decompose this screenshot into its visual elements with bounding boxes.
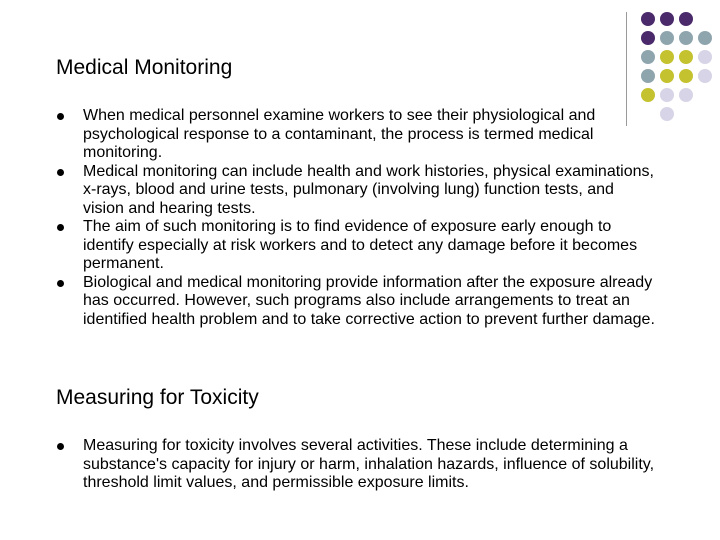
bullet-text: Measuring for toxicity involves several activities. These include determining a substance's capacity for injury or harm, inhalation hazards, influence of solubility, threshold limit values, and permissible exposure limits.	[83, 437, 655, 491]
decorative-dot-icon	[679, 69, 693, 83]
decorative-dot-icon	[679, 31, 693, 45]
decorative-dot-icon	[641, 50, 655, 64]
decorative-dot-icon	[660, 31, 674, 45]
bullet-item	[56, 437, 656, 493]
bullet-item	[56, 218, 656, 274]
decorative-dot-icon	[641, 12, 655, 26]
decorative-dot-icon	[679, 12, 693, 26]
decorative-dot-icon	[698, 31, 712, 45]
decorative-dot-icon	[698, 50, 712, 64]
measuring-toxicity-bullet-list	[56, 437, 656, 493]
bullet-dot-icon	[57, 169, 64, 176]
decorative-dot-icon	[641, 31, 655, 45]
bullet-text: The aim of such monitoring is to find evidence of exposure early enough to identify especially at risk workers and to detect any damage before it becomes permanent.	[83, 218, 638, 272]
bullet-item	[56, 107, 656, 163]
section-heading-medical-monitoring: Medical Monitoring	[56, 56, 233, 79]
bullet-item	[56, 163, 656, 219]
bullet-text: Medical monitoring can include health and work histories, physical examinations, x-rays, blood and urine tests, pulmonary (involving lung) function tests, and vision and hearing tests.	[83, 162, 654, 217]
medical-monitoring-bullet-list	[56, 107, 656, 329]
decorative-dot-icon	[660, 50, 674, 64]
decorative-dot-icon	[660, 107, 674, 121]
decorative-dot-icon	[660, 88, 674, 102]
bullet-text: Biological and medical monitoring provide information after the exposure already has occurred. However, such programs also include arrangements to treat an identified health problem and to take corrective action to prevent further damage.	[83, 273, 655, 328]
bullet-dot-icon	[57, 113, 64, 120]
bullet-item	[56, 274, 656, 330]
decorative-dot-icon	[679, 88, 693, 102]
decorative-dot-icon	[698, 69, 712, 83]
decorative-dot-icon	[660, 12, 674, 26]
decorative-dot-icon	[641, 88, 655, 102]
decorative-dot-icon	[679, 50, 693, 64]
bullet-dot-icon	[57, 224, 64, 231]
bullet-dot-icon	[57, 280, 64, 287]
decorative-dot-icon	[641, 69, 655, 83]
bullet-text: When medical personnel examine workers to see their physiological and psychological response to a contaminant, the process is termed medical monitoring.	[83, 107, 596, 161]
section-heading-measuring-for-toxicity: Measuring for Toxicity	[56, 386, 259, 409]
decorative-dot-icon	[660, 69, 674, 83]
bullet-dot-icon	[57, 443, 64, 450]
